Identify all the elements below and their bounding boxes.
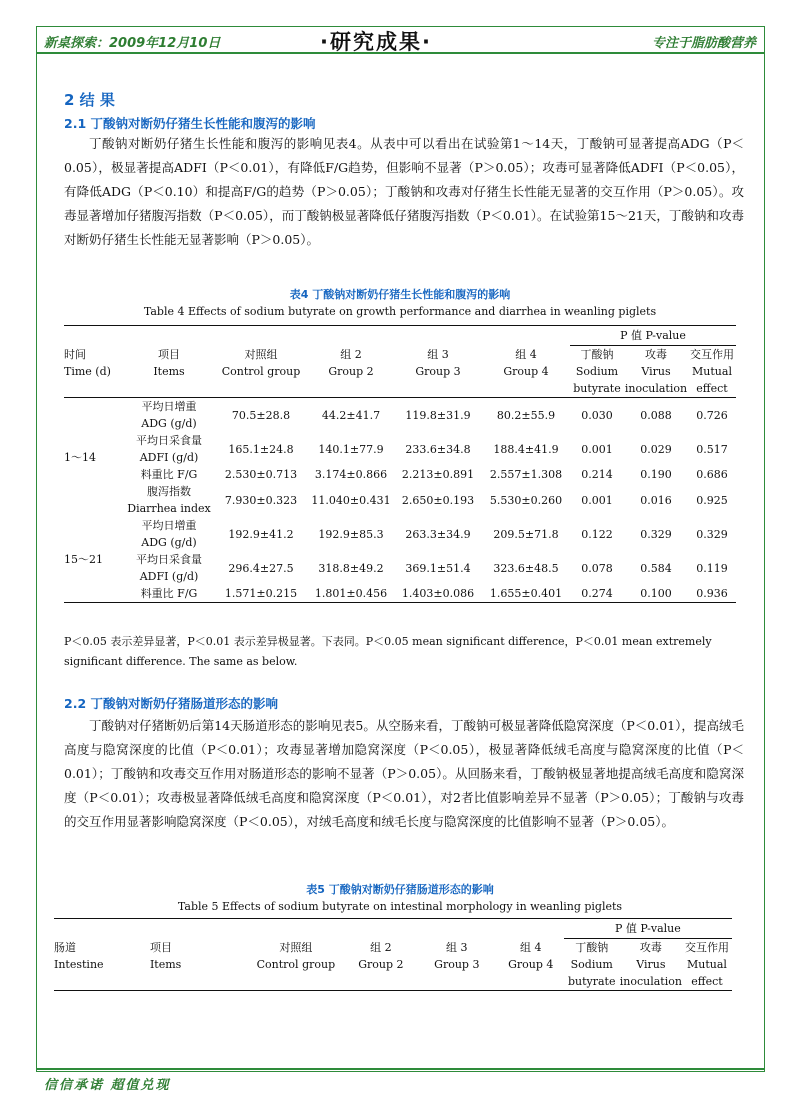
- table4-header-time: 时间 Time (d): [64, 347, 111, 378]
- table4-caption-en: Table 4 Effects of sodium butyrate on growth performance and diarrhea in weanling piglets: [143, 305, 657, 318]
- table-row: 料重比 F/G 1.571±0.215 1.801±0.456 1.403±0.086 1.655±0.401 0.274 0.100 0.936: [140, 587, 728, 600]
- table4-note: P＜0.05 表示差异显著，P＜0.01 表示差异极显著。下表同。P＜0.05 mean significant difference，P＜0.01 mean extremely significant difference. The same as below.: [64, 635, 712, 668]
- table-row: 腹泻指数 Diarrhea index 7.930±0.323 11.040±0.431 2.650±0.193 5.530±0.260 0.001 0.016 0.925: [127, 485, 728, 515]
- header-section: ·研究成果·: [320, 30, 432, 54]
- paragraph-2-1: 丁酸钠对断奶仔猪生长性能和腹泻的影响见表4。从表中可以看出在试验第1～14天，丁酸钠可显著提高ADG（P＜0.05），极显著提高ADFI（P＜0.01），有降低F/G趋势，但影响不显著（P＞0.05）；攻毒可显著降低ADFI（P＜0.05），有降低ADG（P＜0.10）和提高F/G的趋势（P＞0.05）；丁酸钠和攻毒对仔猪生长性能无显著的交互作用（P＞0.05）。攻毒显著增加仔猪腹泻指数（P＜0.05），而丁酸钠极显著降低仔猪腹泻指数（P＜0.01）。在试验第15～21天，丁酸钠和攻毒对断奶仔猪生长性能无显著影响（P＞0.05）。: [64, 136, 744, 247]
- table5-header-sodium: 丁酸钠 Sodium butyrate: [567, 941, 616, 988]
- table4-header-control: 对照组 Control group: [221, 347, 301, 378]
- footer-rule: [36, 1068, 765, 1070]
- paragraph-2-2: 丁酸钠对仔猪断奶后第14天肠道形态的影响见表5。从空肠来看，丁酸钠可极显著降低隐窝深度（P＜0.01），提高绒毛高度与隐窝深度的比值（P＜0.01）；攻毒显著增加隐窝深度（P＜0.05），极显著降低绒毛高度与隐窝深度的比值（P＜0.01）；丁酸钠和攻毒交互作用对肠道形态的影响不显著（P＞0.05）。从回肠来看，丁酸钠极显著地提高绒毛高度和隐窝深度（P＜0.01）；攻毒极显著降低绒毛高度和隐窝深度（P＜0.01），对2者比值影响差异不显著（P＞0.05）；丁酸钠与攻毒的交互作用显著影响隐窝深度（P＜0.05），对绒毛高度和绒毛长度与隐窝深度的比值影响不显著（P＞0.05）。: [64, 718, 744, 829]
- table5-pvalue-header: P 值 P-value: [564, 919, 732, 939]
- header-date: 新桌探索：2009年12月10日: [44, 36, 221, 51]
- table-row: 料重比 F/G 2.530±0.713 3.174±0.866 2.213±0.891 2.557±1.308 0.214 0.190 0.686: [140, 468, 728, 481]
- footer-slogan: 信信承诺 超值兑现: [44, 1078, 171, 1093]
- table4-header-sodium: 丁酸钠 Sodium butyrate: [573, 348, 621, 395]
- table4-header-g4: 组 4 Group 4: [503, 347, 549, 378]
- table4-caption-cn: 表4 丁酸钠对断奶仔猪生长性能和腹泻的影响: [289, 288, 511, 301]
- table4-period-1: 1～14: [64, 451, 96, 464]
- table5-header-mutual: 交互作用 Mutual effect: [684, 941, 729, 988]
- table5-header-g4: 组 4 Group 4: [508, 940, 554, 971]
- table5-header-intestine: 肠道 Intestine: [54, 940, 104, 971]
- table5-caption-en: Table 5 Effects of sodium butyrate on intestinal morphology in weanling piglets: [177, 900, 623, 913]
- table-row: 平均日采食量 ADFI (g/d) 165.1±24.8 140.1±77.9 233.6±34.8 188.4±41.9 0.001 0.029 0.517: [136, 434, 728, 464]
- table5-header-g2: 组 2 Group 2: [358, 940, 404, 971]
- table5-header-virus: 攻毒 Virus inoculation: [619, 941, 682, 988]
- table-row: 平均日采食量 ADFI (g/d) 296.4±27.5 318.8±49.2 369.1±51.4 323.6±48.5 0.078 0.584 0.119: [136, 553, 728, 583]
- table4-period-2: 15～21: [64, 553, 103, 566]
- table-5: [54, 918, 732, 991]
- table4-pvalue-header: P 值 P-value: [570, 326, 736, 346]
- table5-header-items: 项目 Items: [149, 940, 182, 971]
- table5-header-control: 对照组 Control group: [256, 940, 336, 971]
- table4-header-virus: 攻毒 Virus inoculation: [624, 348, 688, 395]
- table-row: 1～14 平均日增重 ADG (g/d) 70.5±28.8 44.2±41.7 119.8±31.9 80.2±55.9 0.030 0.088 0.726: [64, 398, 736, 433]
- table-4: [64, 325, 736, 603]
- table5-header-g3: 组 3 Group 3: [434, 940, 480, 971]
- table4-header-g3: 组 3 Group 3: [415, 347, 461, 378]
- table5-caption-cn: 表5 丁酸钠对断奶仔猪肠道形态的影响: [306, 883, 494, 896]
- table4-header-items: 项目 Items: [153, 347, 185, 378]
- table-row: 15～21 平均日增重 ADG (g/d) 192.9±41.2 192.9±85.3 263.3±34.9 209.5±71.8 0.122 0.329 0.329: [64, 517, 736, 551]
- table4-header-g2: 组 2 Group 2: [328, 347, 374, 378]
- subsection-title-2-1: 2.1 丁酸钠对断奶仔猪生长性能和腹泻的影响: [64, 116, 316, 131]
- subsection-title-2-2: 2.2 丁酸钠对断奶仔猪肠道形态的影响: [64, 696, 278, 711]
- header-slogan: 专注于脂肪酸营养: [651, 36, 756, 51]
- section-title: 2 结 果: [64, 91, 115, 109]
- table4-header-mutual: 交互作用 Mutual effect: [690, 348, 734, 395]
